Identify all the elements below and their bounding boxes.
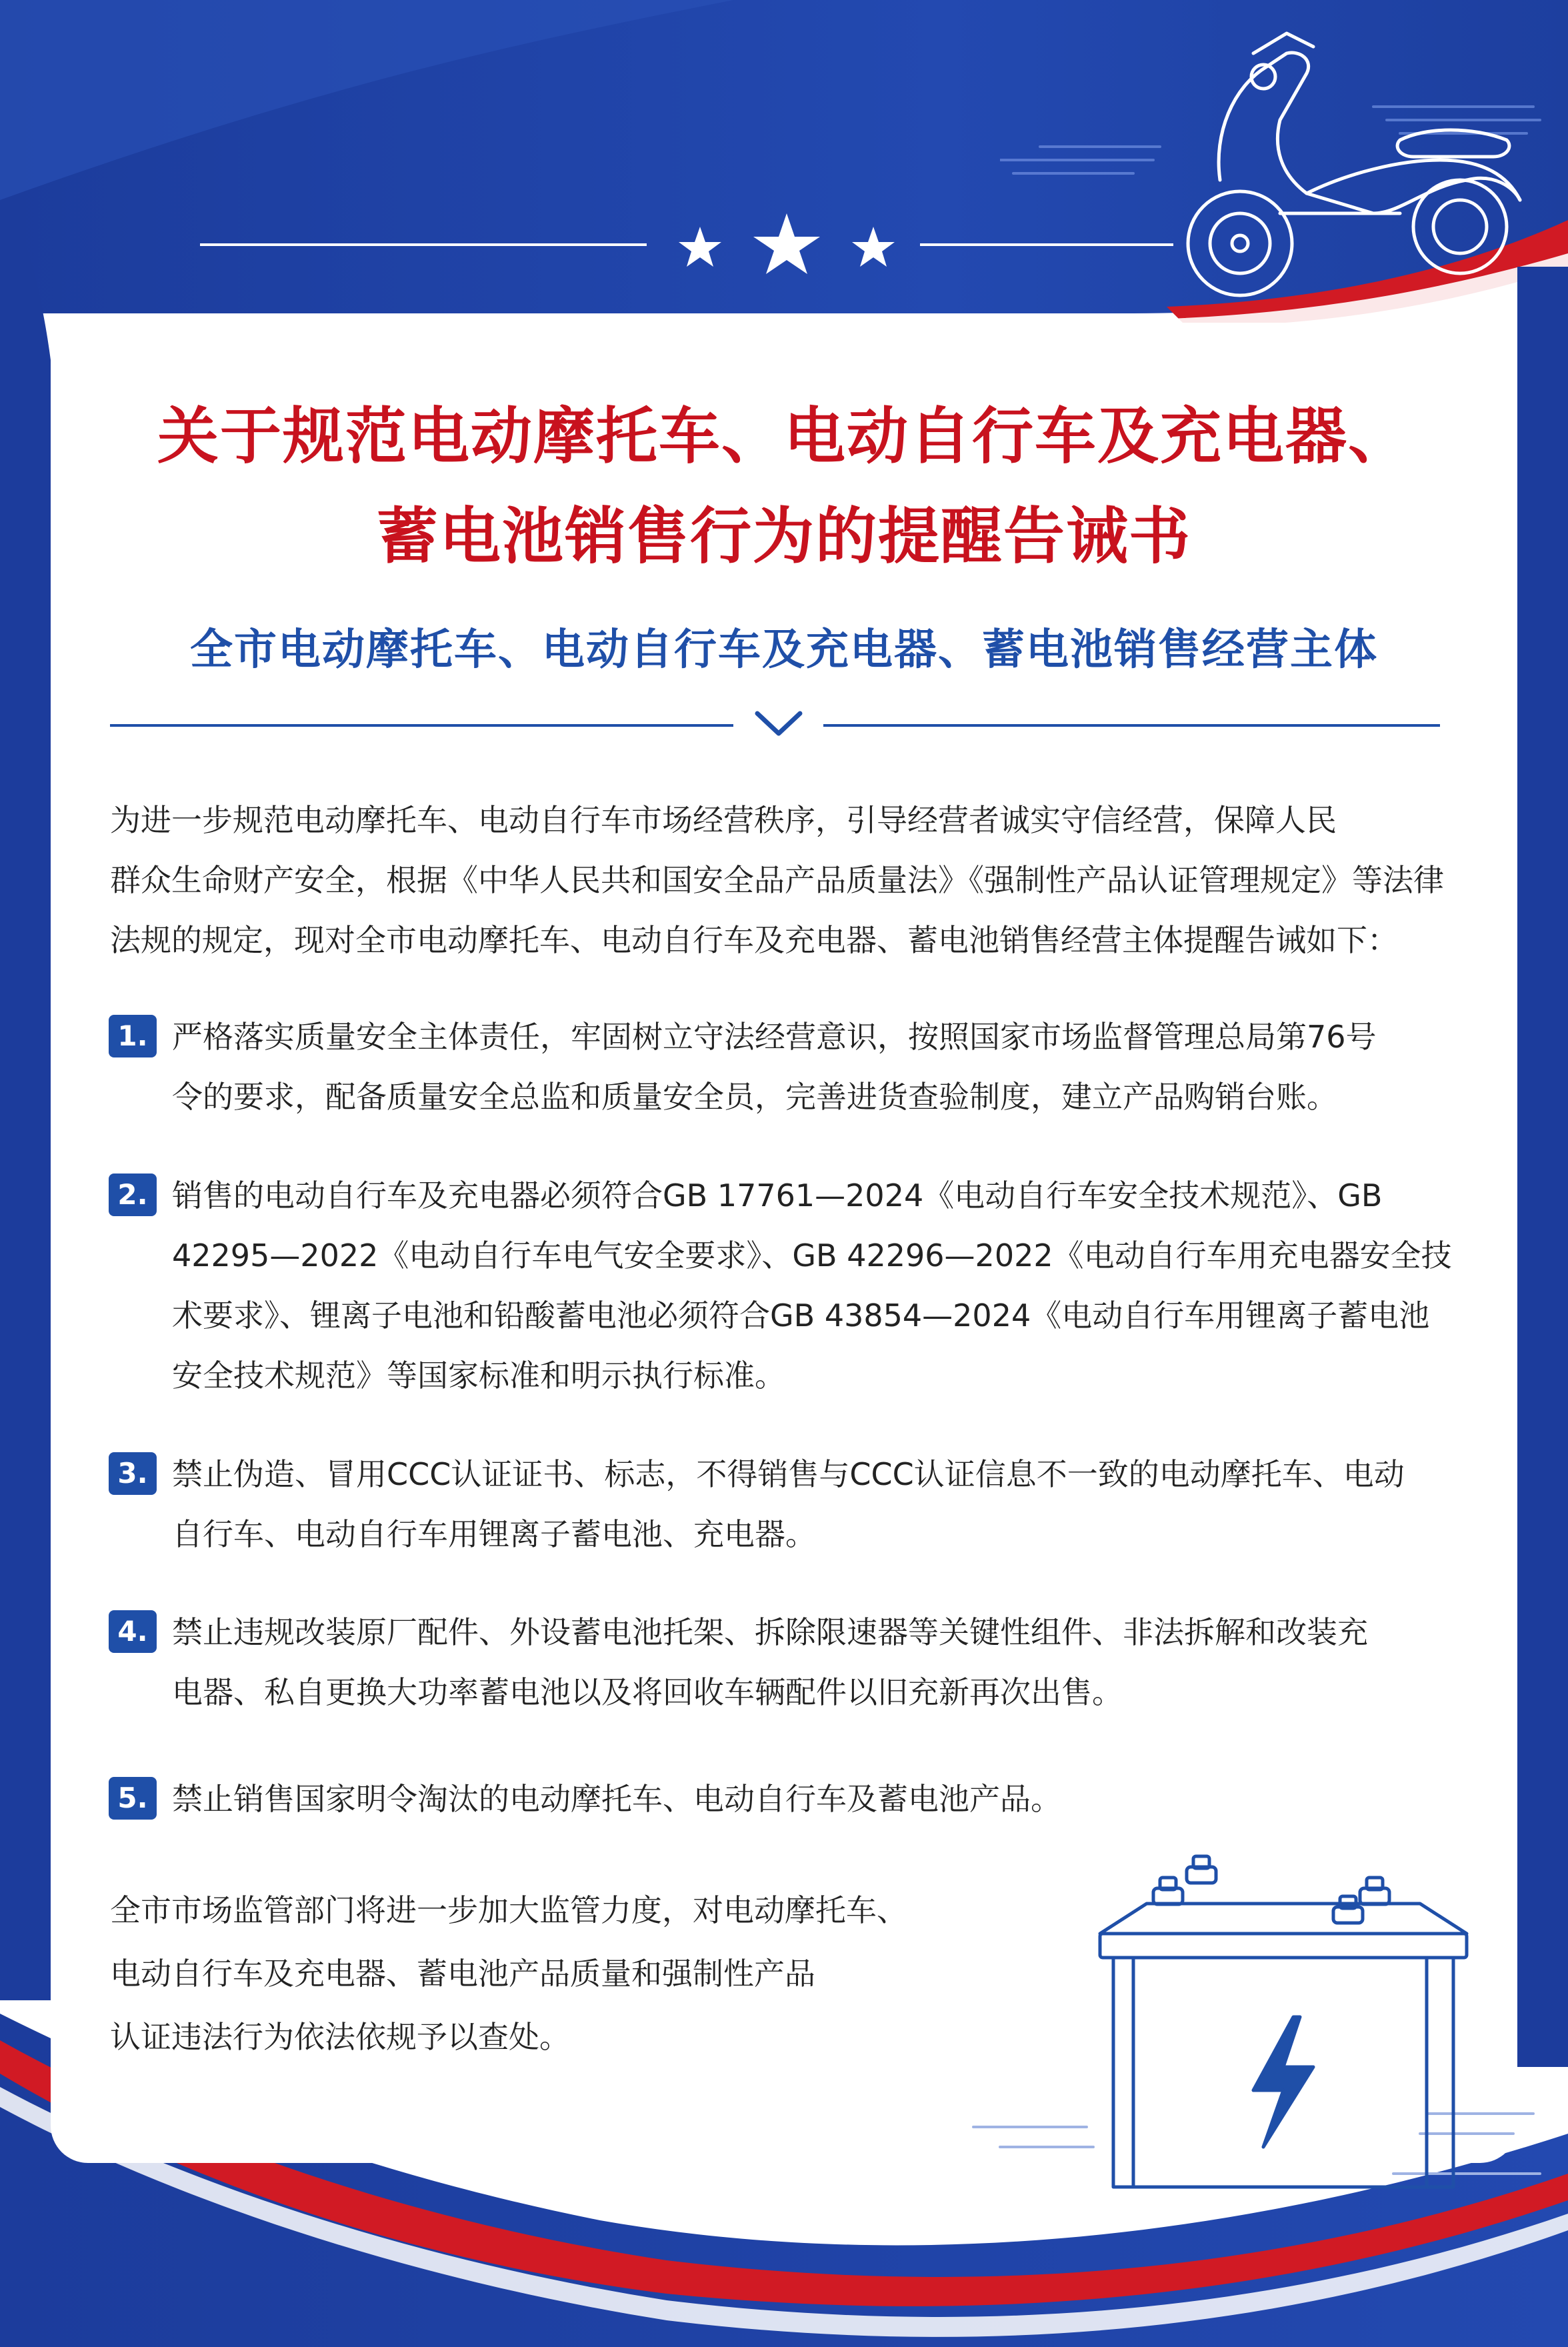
intro-line-3: 法规的规定，现对全市电动摩托车、电动自行车及充电器、蓄电池销售经营主体提醒告诫如下： bbox=[110, 922, 1398, 958]
list-item-line: 自行车、电动自行车用锂离子蓄电池、充电器。 bbox=[172, 1516, 816, 1552]
subtitle-addressee: 全市电动摩托车、电动自行车及充电器、蓄电池销售经营主体 bbox=[190, 625, 1378, 675]
closing-line-1: 全市市场监管部门将进一步加大监管力度，对电动摩托车、 bbox=[110, 1892, 907, 1928]
list-item-line: 安全技术规范》等国家标准和明示执行标准。 bbox=[172, 1358, 785, 1394]
divider-right bbox=[823, 724, 1440, 727]
list-item-line: 术要求》、锂离子电池和铅酸蓄电池必须符合GB 43854—2024《电动自行车用锂离子蓄电池 bbox=[172, 1298, 1430, 1334]
chevron-down-icon bbox=[752, 707, 805, 740]
list-item-line: 禁止销售国家明令淘汰的电动摩托车、电动自行车及蓄电池产品。 bbox=[172, 1781, 1061, 1817]
intro-line-2: 群众生命财产安全，根据《中华人民共和国安全品产品质量法》《强制性产品认证管理规定》等法律 bbox=[110, 862, 1444, 898]
header-line-left bbox=[200, 243, 647, 246]
item-number-badge: 1. bbox=[109, 1015, 157, 1057]
item-number-badge: 4. bbox=[109, 1610, 157, 1653]
scooter-illustration bbox=[1000, 13, 1547, 307]
closing-line-3: 认证违法行为依法依规予以查处。 bbox=[110, 2019, 570, 2055]
closing-line-2: 电动自行车及充电器、蓄电池产品质量和强制性产品 bbox=[110, 1956, 815, 1992]
page-title-line-2: 蓄电池销售行为的提醒告诫书 bbox=[376, 501, 1191, 572]
page-title-line-1: 关于规范电动摩托车、电动自行车及充电器、 bbox=[157, 401, 1411, 472]
intro-line-1: 为进一步规范电动摩托车、电动自行车市场经营秩序，引导经营者诚实守信经营，保障人民 bbox=[110, 802, 1337, 838]
list-item-line: 电器、私自更换大功率蓄电池以及将回收车辆配件以旧充新再次出售。 bbox=[172, 1674, 1123, 1710]
divider-left bbox=[110, 724, 733, 727]
star-icon bbox=[660, 210, 913, 283]
battery-illustration bbox=[960, 1840, 1547, 2214]
lightning-icon bbox=[1253, 2017, 1313, 2147]
list-item-line: 禁止违规改装原厂配件、外设蓄电池托架、拆除限速器等关键性组件、非法拆解和改装充 bbox=[172, 1614, 1368, 1650]
list-item-line: 严格落实质量安全主体责任，牢固树立守法经营意识，按照国家市场监督管理总局第76号 bbox=[172, 1019, 1377, 1055]
item-number-badge: 5. bbox=[109, 1777, 157, 1820]
list-item-line: 42295—2022《电动自行车电气安全要求》、GB 42296—2022《电动自行车用充电器安全技 bbox=[172, 1238, 1452, 1274]
list-item-line: 令的要求，配备质量安全总监和质量安全员，完善进货查验制度，建立产品购销台账。 bbox=[172, 1079, 1337, 1115]
list-item-line: 禁止伪造、冒用CCC认证证书、标志，不得销售与CCC认证信息不一致的电动摩托车、电动 bbox=[172, 1456, 1405, 1492]
item-number-badge: 3. bbox=[109, 1452, 157, 1495]
item-number-badge: 2. bbox=[109, 1174, 157, 1216]
list-item-line: 销售的电动自行车及充电器必须符合GB 17761—2024《电动自行车安全技术规范》、GB bbox=[172, 1178, 1383, 1214]
